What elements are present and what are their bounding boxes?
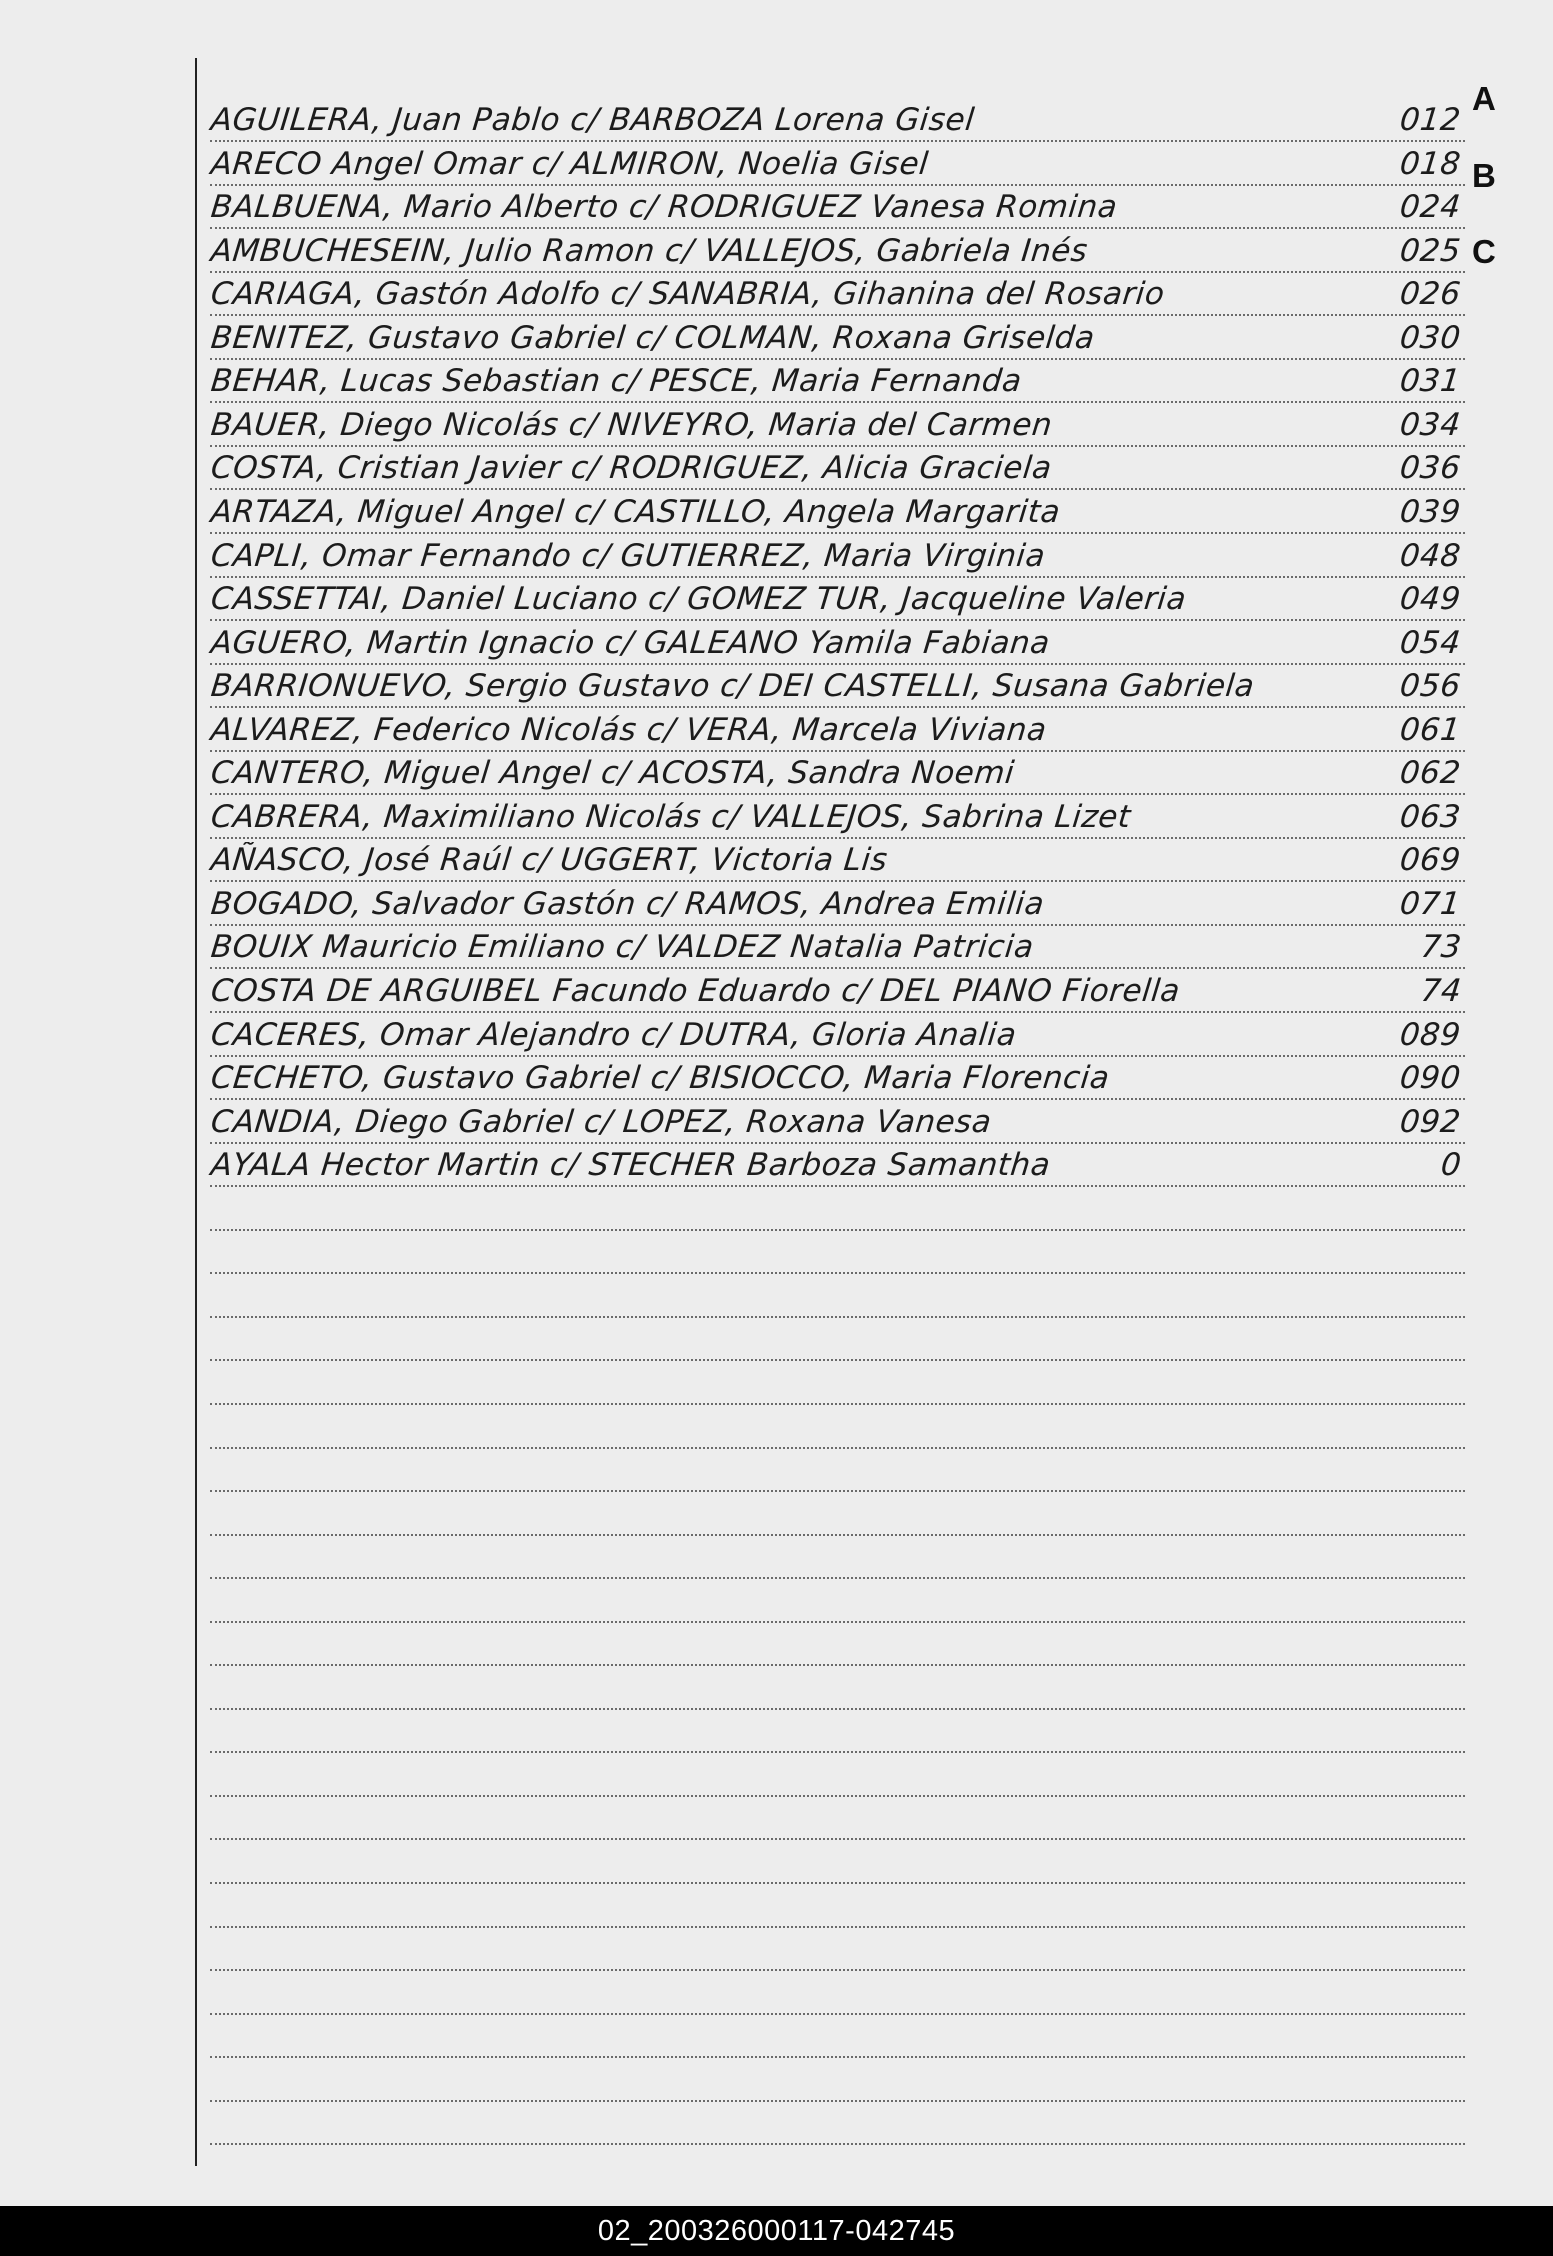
footer-code: 02_200326000117-042745	[0, 2206, 1553, 2256]
ruled-line	[210, 2013, 1465, 2015]
entry-name: BALBUENA, Mario Alberto c/ RODRIGUEZ Vanesa Romina	[209, 189, 1120, 226]
list-item	[205, 1100, 1465, 1140]
entry-number: 039	[1398, 493, 1463, 530]
entry-number: 025	[1398, 232, 1463, 269]
ruled-line	[210, 924, 1465, 926]
entry-name: BOUIX Mauricio Emiliano c/ VALDEZ Natalia Patricia	[209, 929, 1036, 966]
entry-number: 018	[1398, 145, 1463, 182]
ruled-line	[210, 1664, 1465, 1666]
ruled-line	[210, 706, 1465, 708]
entry-number: 74	[1418, 973, 1463, 1009]
entry-name: BEHAR, Lucas Sebastian c/ PESCE, Maria Fernanda	[209, 363, 1024, 400]
list-item	[205, 446, 1465, 486]
ruled-line	[210, 1011, 1465, 1013]
entry-name: AGUILERA, Juan Pablo c/ BARBOZA Lorena Gisel	[209, 102, 977, 138]
list-item	[205, 98, 1465, 138]
entry-name: CARIAGA, Gastón Adolfo c/ SANABRIA, Gihanina del Rosario	[209, 276, 1167, 313]
ruled-line	[210, 1882, 1465, 1884]
ruled-line	[210, 1490, 1465, 1492]
ruled-line	[210, 1142, 1465, 1144]
ruled-line	[210, 1534, 1465, 1536]
list-item	[205, 664, 1465, 704]
list-item	[205, 229, 1465, 269]
ruled-line	[210, 184, 1465, 186]
list-item	[205, 142, 1465, 182]
ruled-line	[210, 2100, 1465, 2102]
entry-name: ARECO Angel Omar c/ ALMIRON, Noelia Gisel	[209, 145, 931, 182]
entry-name: BOGADO, Salvador Gastón c/ RAMOS, Andrea Emilia	[209, 885, 1047, 922]
list-item	[205, 795, 1465, 835]
list-item	[205, 1143, 1465, 1183]
list-item	[205, 490, 1465, 530]
entry-number: 056	[1398, 668, 1463, 705]
list-item	[205, 534, 1465, 574]
entry-number: 048	[1398, 537, 1463, 574]
ruled-line	[210, 967, 1465, 969]
entry-number: 090	[1398, 1060, 1463, 1097]
ruled-line	[210, 271, 1465, 273]
entry-number: 031	[1398, 363, 1463, 400]
list-item	[205, 185, 1465, 225]
entry-number: 063	[1398, 798, 1463, 835]
ruled-line	[210, 1447, 1465, 1449]
ruled-line	[210, 358, 1465, 360]
ruled-line	[210, 1185, 1465, 1187]
entry-number: 026	[1398, 276, 1463, 313]
side-label-b: B	[1472, 157, 1496, 194]
entry-number: 036	[1398, 450, 1463, 487]
ruled-line	[210, 1577, 1465, 1579]
list-item	[205, 882, 1465, 922]
ruled-line	[210, 2056, 1465, 2058]
entry-number: 054	[1398, 624, 1463, 661]
list-item	[205, 751, 1465, 791]
list-item	[205, 1013, 1465, 1053]
entry-name: CANTERO, Miguel Angel c/ ACOSTA, Sandra Noemi	[209, 755, 1017, 792]
ruled-line	[210, 793, 1465, 795]
list-item	[205, 708, 1465, 748]
entry-number: 012	[1398, 102, 1463, 138]
entry-name: ALVAREZ, Federico Nicolás c/ VERA, Marcela Viviana	[209, 711, 1049, 748]
entry-number: 024	[1398, 189, 1463, 226]
list-item	[205, 1056, 1465, 1096]
ruled-line	[210, 314, 1465, 316]
ruled-line	[210, 663, 1465, 665]
entry-name: AYALA Hector Martin c/ STECHER Barboza Samantha	[209, 1147, 1053, 1184]
ruled-line	[210, 576, 1465, 578]
ruled-line	[210, 401, 1465, 403]
entry-name: AMBUCHESEIN, Julio Ramon c/ VALLEJOS, Gabriela Inés	[209, 232, 1090, 269]
list-item	[205, 359, 1465, 399]
ruled-line	[210, 227, 1465, 229]
side-label-c: C	[1472, 233, 1496, 270]
list-item	[205, 316, 1465, 356]
ruled-line	[210, 1708, 1465, 1710]
list-item	[205, 403, 1465, 443]
entry-name: CANDIA, Diego Gabriel c/ LOPEZ, Roxana Vanesa	[209, 1103, 994, 1140]
entry-number: 092	[1398, 1103, 1463, 1140]
entry-number: 089	[1398, 1016, 1463, 1053]
list-item	[205, 272, 1465, 312]
ruled-line	[210, 532, 1465, 534]
ruled-line	[210, 1969, 1465, 1971]
entry-number: 73	[1418, 929, 1463, 966]
list-item	[205, 925, 1465, 965]
entry-name: BAUER, Diego Nicolás c/ NIVEYRO, Maria del Carmen	[209, 406, 1055, 443]
ruled-line	[210, 2143, 1465, 2145]
list-item	[205, 621, 1465, 661]
entry-name: ARTAZA, Miguel Angel c/ CASTILLO, Angela Margarita	[209, 493, 1063, 530]
entry-name: BENITEZ, Gustavo Gabriel c/ COLMAN, Roxana Griselda	[209, 319, 1097, 356]
side-label-a: A	[1472, 80, 1496, 117]
ruled-line	[210, 1838, 1465, 1840]
ruled-line	[210, 619, 1465, 621]
ruled-line	[210, 1272, 1465, 1274]
ruled-line	[210, 1751, 1465, 1753]
entry-name: AÑASCO, José Raúl c/ UGGERT, Victoria Lis	[209, 842, 890, 879]
entry-name: BARRIONUEVO, Sergio Gustavo c/ DEI CASTELLI, Susana Gabriela	[209, 668, 1257, 705]
ruled-line	[210, 1795, 1465, 1797]
list-item	[205, 577, 1465, 617]
entry-number: 034	[1398, 406, 1463, 443]
ruled-line	[210, 140, 1465, 142]
entry-name: CASSETTAI, Daniel Luciano c/ GOMEZ TUR, Jacqueline Valeria	[209, 581, 1189, 618]
ruled-line	[210, 1055, 1465, 1057]
ruled-line	[210, 1098, 1465, 1100]
entry-number: 062	[1398, 755, 1463, 792]
list-item	[205, 838, 1465, 878]
entry-name: COSTA DE ARGUIBEL Facundo Eduardo c/ DEL PIANO Fiorella	[209, 973, 1182, 1009]
entry-number: 069	[1398, 842, 1463, 879]
entry-number: 049	[1398, 581, 1463, 618]
list-item	[205, 969, 1465, 1009]
entry-name: CAPLI, Omar Fernando c/ GUTIERREZ, Maria Virginia	[209, 537, 1048, 574]
ruled-line	[210, 880, 1465, 882]
ruled-line	[210, 1229, 1465, 1231]
margin-line	[195, 58, 197, 2166]
entry-name: COSTA, Cristian Javier c/ RODRIGUEZ, Alicia Graciela	[209, 450, 1054, 487]
ruled-line	[210, 1926, 1465, 1928]
entry-name: CABRERA, Maximiliano Nicolás c/ VALLEJOS, Sabrina Lizet	[209, 798, 1133, 835]
ruled-line	[210, 750, 1465, 752]
entry-number: 030	[1398, 319, 1463, 356]
entry-name: CACERES, Omar Alejandro c/ DUTRA, Gloria Analia	[209, 1016, 1019, 1053]
ruled-line	[210, 1316, 1465, 1318]
ruled-line	[210, 1403, 1465, 1405]
entry-number: 071	[1398, 885, 1463, 922]
ruled-line	[210, 1359, 1465, 1361]
entry-number: 061	[1398, 711, 1463, 748]
entry-number: 0	[1438, 1147, 1463, 1184]
entry-name: CECHETO, Gustavo Gabriel c/ BISIOCCO, Maria Florencia	[209, 1060, 1112, 1097]
ruled-line	[210, 837, 1465, 839]
entry-name: AGUERO, Martin Ignacio c/ GALEANO Yamila Fabiana	[209, 624, 1052, 661]
ruled-line	[210, 1621, 1465, 1623]
ruled-line	[210, 488, 1465, 490]
ruled-line	[210, 445, 1465, 447]
